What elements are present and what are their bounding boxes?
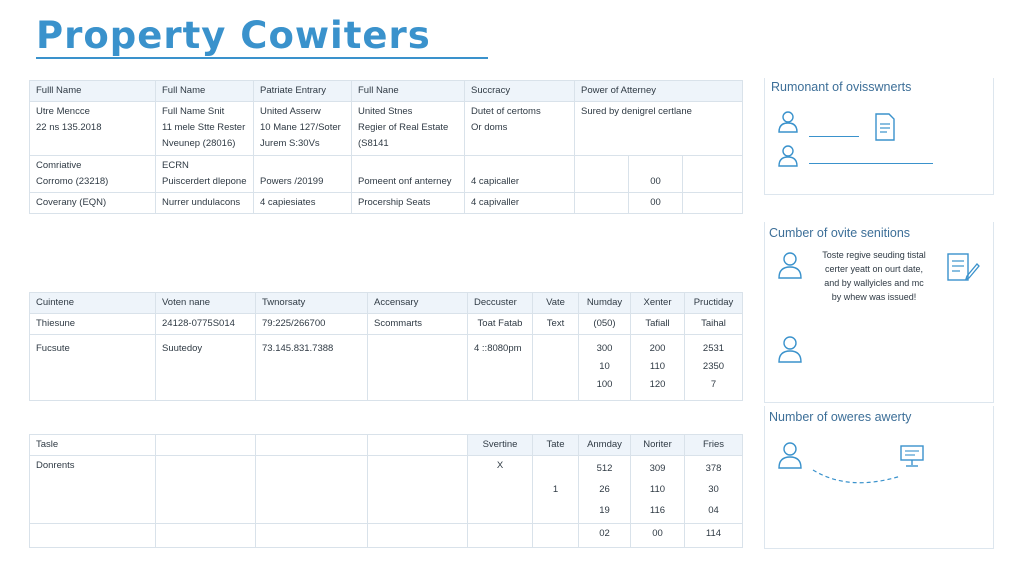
- column-header: Cuintene: [30, 293, 156, 314]
- column-header: Power of Atterney: [575, 81, 743, 102]
- connection-dashed-line: [809, 456, 909, 490]
- table-cell: Full Name Snit 11 mele Stte Rester Nveunep (28016): [156, 102, 254, 156]
- signature-line: [809, 136, 859, 137]
- panel-title: Rumonant of ovisswnerts: [771, 80, 912, 94]
- table-cell: 79:225/266700: [256, 314, 368, 335]
- column-header: Tasle: [30, 435, 156, 456]
- table-cell: Scommarts: [368, 314, 468, 335]
- column-header: [156, 435, 256, 456]
- table-cell: Toat Fatab: [468, 314, 533, 335]
- panel-title: Cumber of ovite senitions: [769, 226, 911, 240]
- table-cell: Suutedoy: [156, 335, 256, 401]
- column-header: Pructiday: [685, 293, 743, 314]
- table-header-row: [30, 81, 743, 102]
- column-header: Twnorsaty: [256, 293, 368, 314]
- title-underline: [36, 57, 488, 59]
- column-header: Patriate Entrary: [254, 81, 352, 102]
- page-title: Property Cowiters: [36, 14, 431, 57]
- table-cell: [156, 524, 256, 548]
- table-cell: 00: [629, 193, 683, 214]
- table-cell: Thiesune: [30, 314, 156, 335]
- table-cell: ECRN Puiscerdert dlepone: [156, 156, 254, 193]
- column-header: Succracy: [465, 81, 575, 102]
- column-header: Voten nane: [156, 293, 256, 314]
- column-header: Anmday: [579, 435, 631, 456]
- table-cell: Utre Mencce 22 ns 135.2018: [30, 102, 156, 156]
- table-cell: 4 capicaller: [465, 156, 575, 193]
- column-header: Numday: [579, 293, 631, 314]
- document-icon: [873, 112, 897, 142]
- table-row: [30, 102, 743, 156]
- column-header: Accensary: [368, 293, 468, 314]
- column-header: Deccuster: [468, 293, 533, 314]
- table-cell: [533, 335, 579, 401]
- document-edit-icon: [945, 252, 981, 284]
- notices-panel: [764, 222, 994, 403]
- column-header: [256, 435, 368, 456]
- person-icon: [777, 334, 803, 364]
- table-cell: [468, 524, 533, 548]
- table-cell: Fucsute: [30, 335, 156, 401]
- table-row: [30, 156, 743, 193]
- panel-title: Number of oweres awerty: [769, 410, 912, 424]
- monitor-icon: [899, 444, 925, 468]
- column-header: Vate: [533, 293, 579, 314]
- table-cell: Procership Seats: [352, 193, 465, 214]
- table-cell: 73.145.831.7388: [256, 335, 368, 401]
- table-cell: United Stnes Regier of Real Estate (S8141: [352, 102, 465, 156]
- ownership-panel: [764, 78, 994, 195]
- table-row: [30, 193, 743, 214]
- table-row: [30, 524, 743, 548]
- person-icon: [777, 144, 799, 168]
- table-cell: 24128-0775S014: [156, 314, 256, 335]
- table-row: [30, 314, 743, 335]
- column-header: [368, 435, 468, 456]
- table-cell: 2531 2350 7: [685, 335, 743, 401]
- column-header: Svertine: [468, 435, 533, 456]
- table-cell: 309 110 116: [631, 456, 685, 524]
- table-cell: Donrents: [30, 456, 156, 524]
- table-cell: 4 capiesiates: [254, 193, 352, 214]
- table-cell: [156, 456, 256, 524]
- table-cell: 4 ::8080pm: [468, 335, 533, 401]
- table-cell: [256, 524, 368, 548]
- table-cell: Coverany (EQN): [30, 193, 156, 214]
- table-cell: [368, 456, 468, 524]
- table-cell: [256, 456, 368, 524]
- table-cell: [368, 335, 468, 401]
- documents-table: [29, 434, 743, 548]
- table-cell: 114: [685, 524, 743, 548]
- table-cell: 00: [631, 524, 685, 548]
- table-cell: Dutet of certoms Or doms: [465, 102, 575, 156]
- person-icon: [777, 110, 799, 134]
- table-cell: Comriative Corromo (23218): [30, 156, 156, 193]
- column-header: Fries: [685, 435, 743, 456]
- table-cell: 4 capivaller: [465, 193, 575, 214]
- table-cell: Taihal: [685, 314, 743, 335]
- table-cell: 512 26 19: [579, 456, 631, 524]
- ownership-table: [29, 80, 743, 214]
- table-header-row: [30, 435, 743, 456]
- registry-table: [29, 292, 743, 401]
- table-cell: 200 110 120: [631, 335, 685, 401]
- table-cell: [575, 156, 629, 193]
- table-cell: [575, 193, 629, 214]
- column-header: Full Name: [156, 81, 254, 102]
- table-row: [30, 335, 743, 401]
- table-cell: 02: [579, 524, 631, 548]
- table-cell: Powers /20199: [254, 156, 352, 193]
- column-header: Full Nane: [352, 81, 465, 102]
- table-cell: United Asserw 10 Mane 127/Soter Jurem S:30Vs: [254, 102, 352, 156]
- notice-text: Toste regive seuding tistal certer yeatt on ourt date, and by wallyicles and mc by whew was issued!: [822, 250, 926, 302]
- column-header: Xenter: [631, 293, 685, 314]
- column-header: Noriter: [631, 435, 685, 456]
- table-cell: 378 30 04: [685, 456, 743, 524]
- column-header: Tate: [533, 435, 579, 456]
- table-cell: [368, 524, 468, 548]
- table-row: [30, 456, 743, 524]
- table-cell: 1: [533, 456, 579, 524]
- person-icon: [777, 250, 803, 280]
- signature-line: [809, 163, 933, 164]
- table-header-row: [30, 293, 743, 314]
- table-cell: Sured by denigrel certlane: [575, 102, 743, 156]
- table-cell: [683, 156, 743, 193]
- table-cell: (050): [579, 314, 631, 335]
- table-cell: [533, 524, 579, 548]
- table-cell: 00: [629, 156, 683, 193]
- table-cell: 300 10 100: [579, 335, 631, 401]
- table-cell: Nurrer undulacons: [156, 193, 254, 214]
- owners-panel: [764, 406, 994, 549]
- table-cell: [30, 524, 156, 548]
- table-cell: Text: [533, 314, 579, 335]
- table-cell: X: [468, 456, 533, 524]
- person-icon: [777, 440, 803, 470]
- table-cell: [683, 193, 743, 214]
- table-cell: Pomeent onf anterney: [352, 156, 465, 193]
- table-cell: Tafiall: [631, 314, 685, 335]
- column-header: Fulll Name: [30, 81, 156, 102]
